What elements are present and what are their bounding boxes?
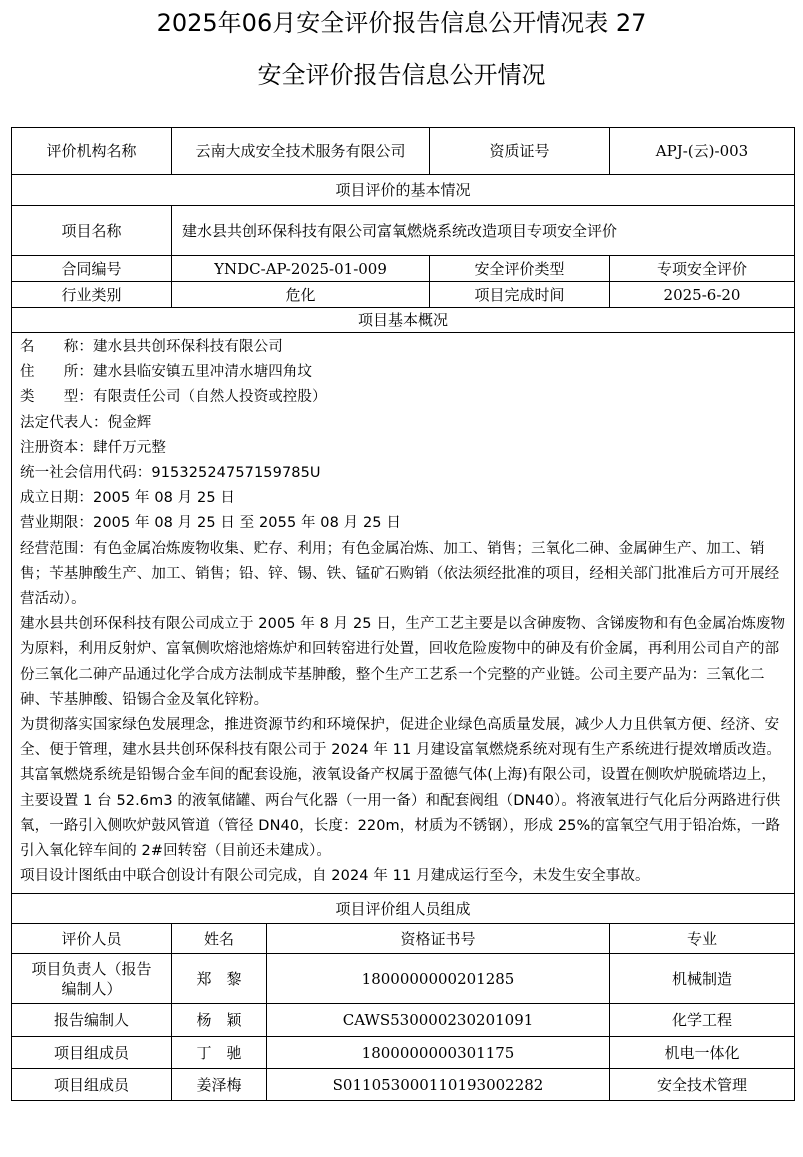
team-role: 报告编制人 — [12, 1004, 172, 1037]
eval-type-label: 安全评价类型 — [430, 256, 610, 282]
team-cert: S011053000110193002282 — [267, 1069, 610, 1101]
team-name: 杨 颖 — [172, 1004, 267, 1037]
team-name: 丁 驰 — [172, 1037, 267, 1069]
overview-founded-line: 成立日期：2005 年 08 月 25 日 — [20, 490, 235, 507]
overview-address-line: 住 所：建水县临安镇五里冲清水塘四角坟 — [20, 364, 312, 381]
contract-value: YNDC-AP-2025-01-009 — [172, 256, 430, 282]
overview-scope: 经营范围：有色金属冶炼废物收集、贮存、利用；有色金属冶炼、加工、销售；三氧化二砷、金属砷生产、加工、销售；苄基胂酸生产、加工、销售；铅、锌、锡、铁、锰矿石购销（依法须经批准的项目，经相关部门批准后方可开展经营活动）。 — [20, 540, 780, 608]
table-row — [12, 1069, 795, 1101]
report-subtitle: 安全评价报告信息公开情况 — [257, 61, 546, 89]
table-row — [12, 1004, 795, 1037]
overview-header: 项目基本概况 — [12, 308, 795, 333]
overview-type-line: 类 型：有限责任公司（自然人投资或控股） — [20, 389, 327, 406]
cert-value: APJ-(云)-003 — [610, 128, 795, 175]
overview-paragraph-3: 项目设计图纸由中联合创设计有限公司完成，自 2024 年 11 月建成运行至今，未发生安全事故。 — [20, 868, 650, 885]
team-role: 项目负责人（报告编制人） — [12, 954, 172, 1004]
table-row — [12, 1037, 795, 1069]
overview-paragraph-2: 为贯彻落实国家绿色发展理念，推进资源节约和环境保护，促进企业绿色高质量发展，减少人力且供氧方便、经济、安全、便于管理，建水县共创环保科技有限公司于 2024 年 11 月建设富氧燃烧系统对现有生产系统进行提效增质改造。其富氧燃烧系统是铅锡合金车间的配套设施，液氧设备产权属于盈德气体(上海)有限公司，设置在侧吹炉脱硫塔边上，主要设置 1 台 52.6m3 的液氧储罐、两台气化器（一用一备）和配套阀组（DN40）。将液氧进行气化后分两路进行供氧，一路引入侧吹炉鼓风管道（管径 DN40，长度：220m，材质为不锈钢），形成 25%的富氧空气用于铅冶炼，一路引入氧化锌车间的 2#回转窑（目前还未建成）。 — [20, 717, 781, 860]
team-role: 项目组成员 — [12, 1037, 172, 1069]
team-cert: 1800000000301175 — [267, 1037, 610, 1069]
team-header: 项目评价组人员组成 — [12, 894, 795, 924]
team-role: 项目组成员 — [12, 1069, 172, 1101]
org-name-value: 云南大成安全技术服务有限公司 — [172, 128, 430, 175]
team-col-role: 评价人员 — [12, 924, 172, 954]
report-title: 2025年06月安全评价报告信息公开情况表 27 — [156, 9, 647, 37]
overview-name-line: 名 称：建水县共创环保科技有限公司 — [20, 339, 283, 355]
eval-type-value: 专项安全评价 — [610, 256, 795, 282]
contract-label: 合同编号 — [12, 256, 172, 282]
team-col-major: 专业 — [610, 924, 795, 954]
org-row — [12, 128, 795, 175]
industry-label: 行业类别 — [12, 282, 172, 308]
finish-time-label: 项目完成时间 — [430, 282, 610, 308]
overview-credit-code-line: 统一社会信用代码：91532524757159785U — [20, 465, 321, 482]
team-col-name: 姓名 — [172, 924, 267, 954]
project-overview — [12, 333, 795, 894]
overview-legal-rep-line: 法定代表人：倪金辉 — [20, 414, 152, 431]
team-major: 化学工程 — [610, 1004, 795, 1037]
table-row — [12, 954, 795, 1004]
project-name-label: 项目名称 — [12, 206, 172, 256]
team-cert: 1800000000201285 — [267, 954, 610, 1004]
overview-term-line: 营业期限：2005 年 08 月 25 日 至 2055 年 08 月 25 日 — [20, 515, 401, 532]
project-name-value: 建水县共创环保科技有限公司富氧燃烧系统改造项目专项安全评价 — [172, 206, 795, 256]
team-name: 姜泽梅 — [172, 1069, 267, 1101]
team-column-headers — [12, 924, 795, 954]
cert-label: 资质证号 — [430, 128, 610, 175]
team-major: 机电一体化 — [610, 1037, 795, 1069]
team-name: 郑 黎 — [172, 954, 267, 1004]
overview-paragraph-1: 建水县共创环保科技有限公司成立于 2005 年 8 月 25 日，生产工艺主要是以含砷废物、含锑废物和有色金属冶炼废物为原料，利用反射炉、富氧侧吹熔池熔炼炉和回转窑进行处置，回收危险废物中的砷及有价金属，再利用公司自产的部份三氧化二砷产品通过化学合成方法制成苄基胂酸，整个生产工艺系一个完整的产业链。公司主要产品为：三氧化二砷、苄基胂酸、铅锡合金及氧化锌粉。 — [20, 616, 786, 708]
org-name-label: 评价机构名称 — [12, 128, 172, 175]
team-cert: CAWS530000230201091 — [267, 1004, 610, 1037]
team-col-cert: 资格证书号 — [267, 924, 610, 954]
overview-capital-line: 注册资本：肆仟万元整 — [20, 439, 166, 456]
finish-time-value: 2025-6-20 — [610, 282, 795, 308]
team-major: 安全技术管理 — [610, 1069, 795, 1101]
disclosure-table — [11, 127, 795, 1101]
industry-value: 危化 — [172, 282, 430, 308]
team-major: 机械制造 — [610, 954, 795, 1004]
basic-info-header: 项目评价的基本情况 — [12, 175, 795, 206]
